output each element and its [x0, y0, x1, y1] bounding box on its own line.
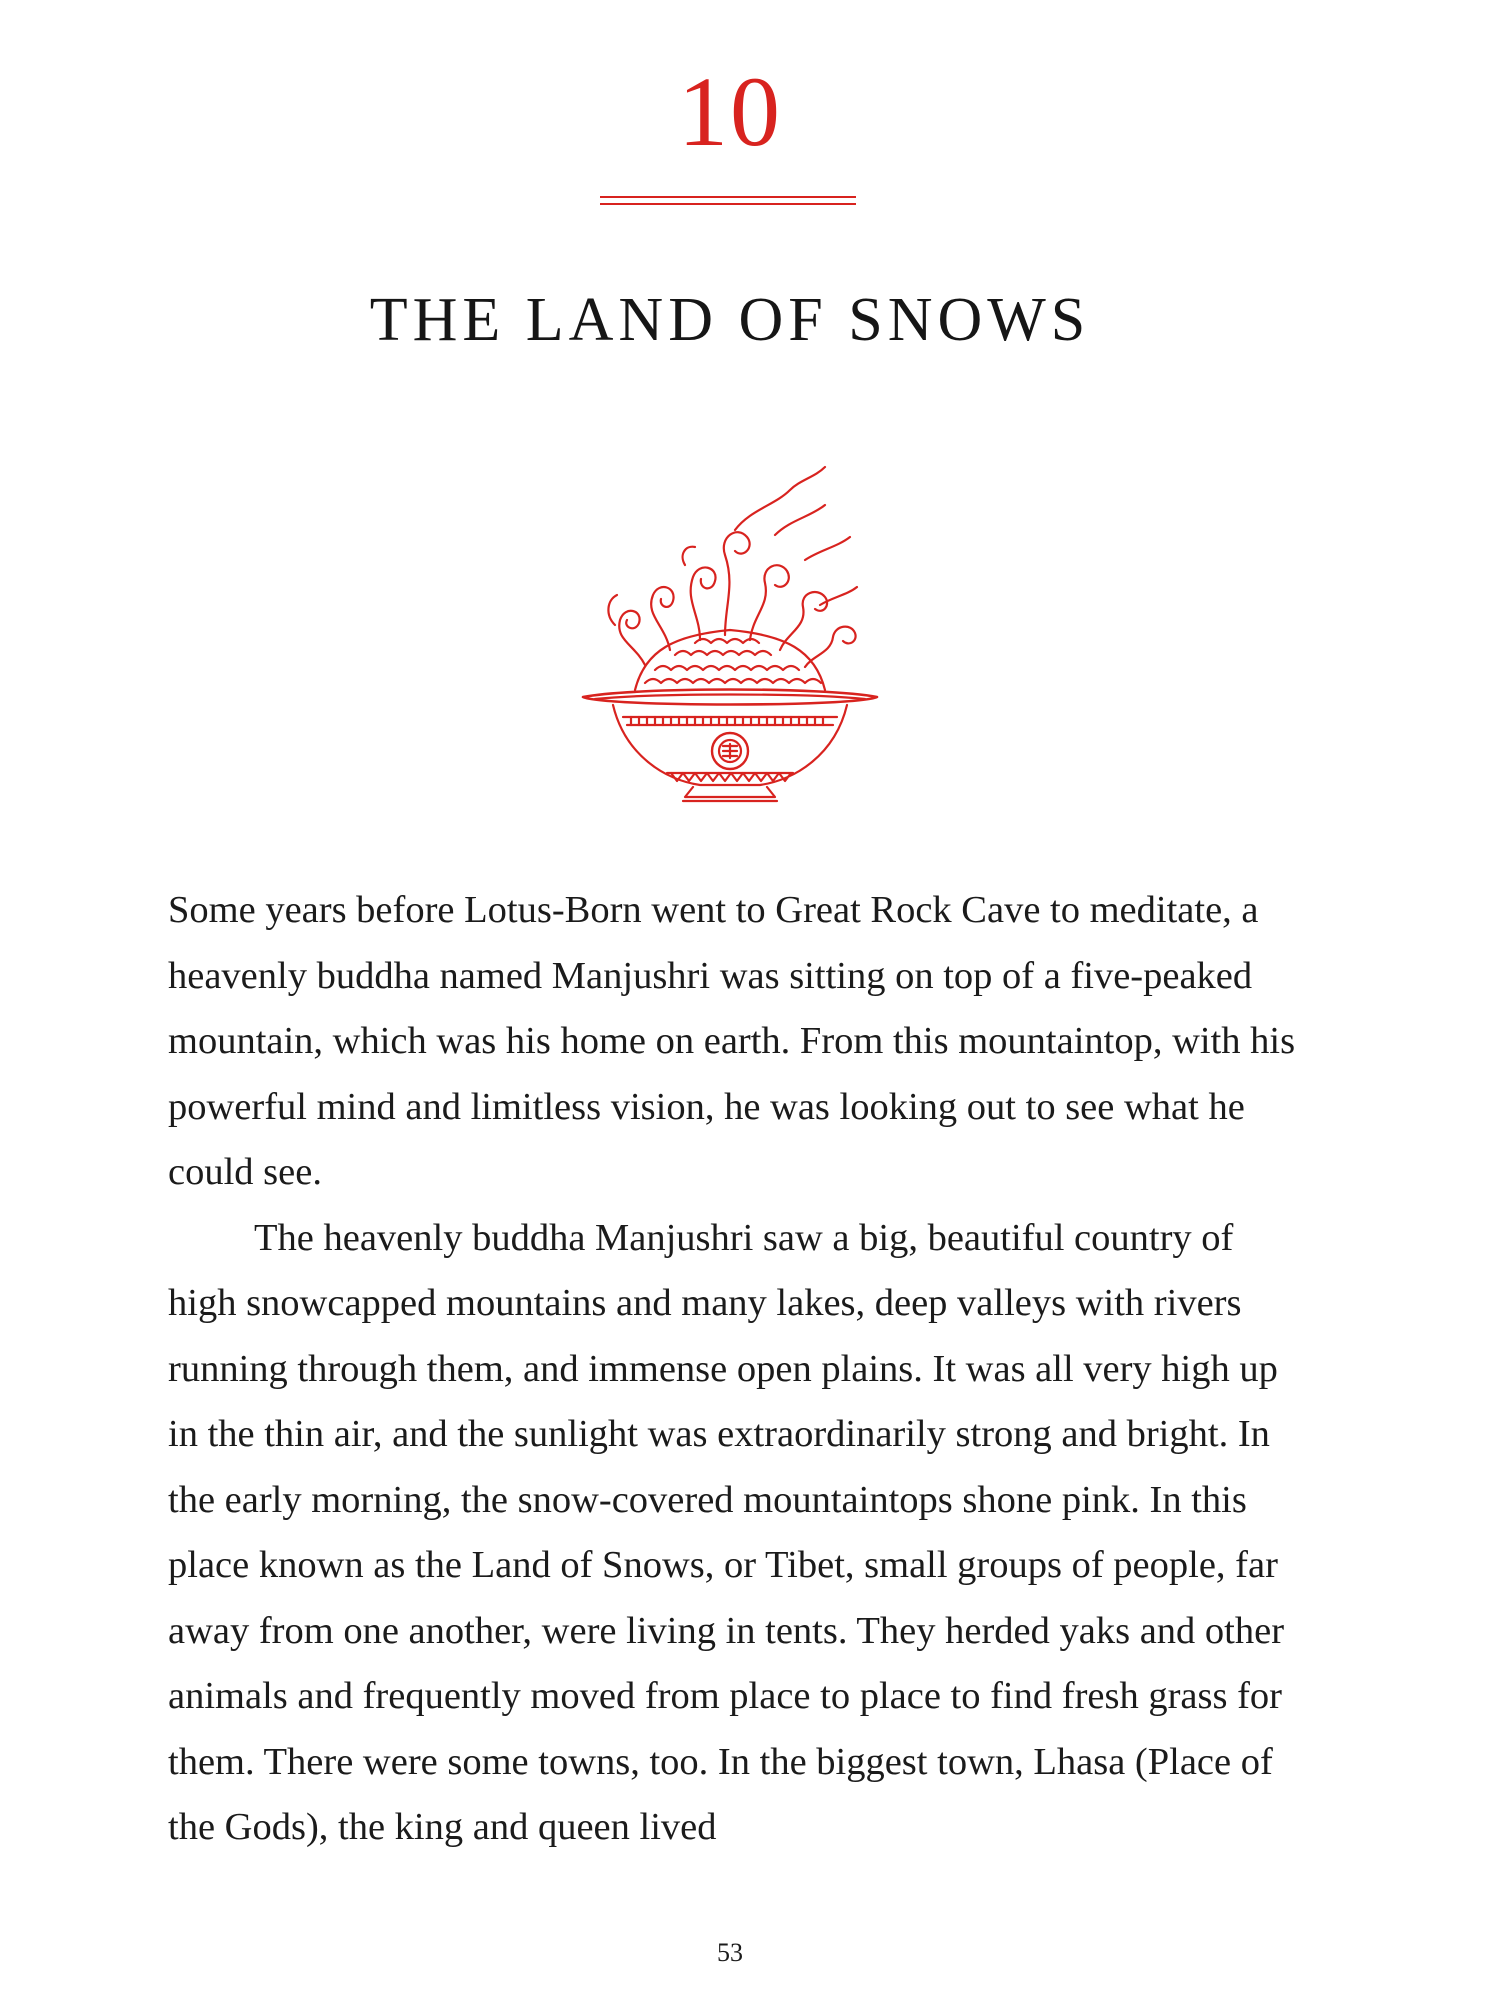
- paragraph: The heavenly buddha Manjushri saw a big, beautiful country of high snowcapped mountains and many lakes, deep valleys with rivers running through them, and immense open plains. It was all very high up in the thin air, and the sunlight was extraordinarily strong and bright. In the early morning, the snow-covered mountaintops shone pink. In this place known as the Land of Snows, or Tibet, small groups of people, far away from one another, were living in tents. They herded yaks and other animals and frequently moved from place to place to find fresh grass for them. There were some towns, too. In the biggest town, Lhasa (Place of the Gods), the king and queen lived: [168, 1216, 1285, 1848]
- page-number: 53: [717, 1938, 743, 1967]
- paragraph: Some years before Lotus-Born went to Great Rock Cave to meditate, a heavenly buddha named Manjushri was sitting on top of a five-peaked mountain, which was his home on earth. From this mountaintop, with his powerful mind and limitless vision, he was looking out to see what he could see.: [168, 889, 1296, 1193]
- chapter-title: THE LAND OF SNOWS: [369, 286, 1091, 354]
- chapter-number: 10: [678, 56, 782, 167]
- offering-bowl-icon: [575, 455, 885, 805]
- chapter-divider: [600, 196, 856, 206]
- body-text: [168, 878, 1308, 1861]
